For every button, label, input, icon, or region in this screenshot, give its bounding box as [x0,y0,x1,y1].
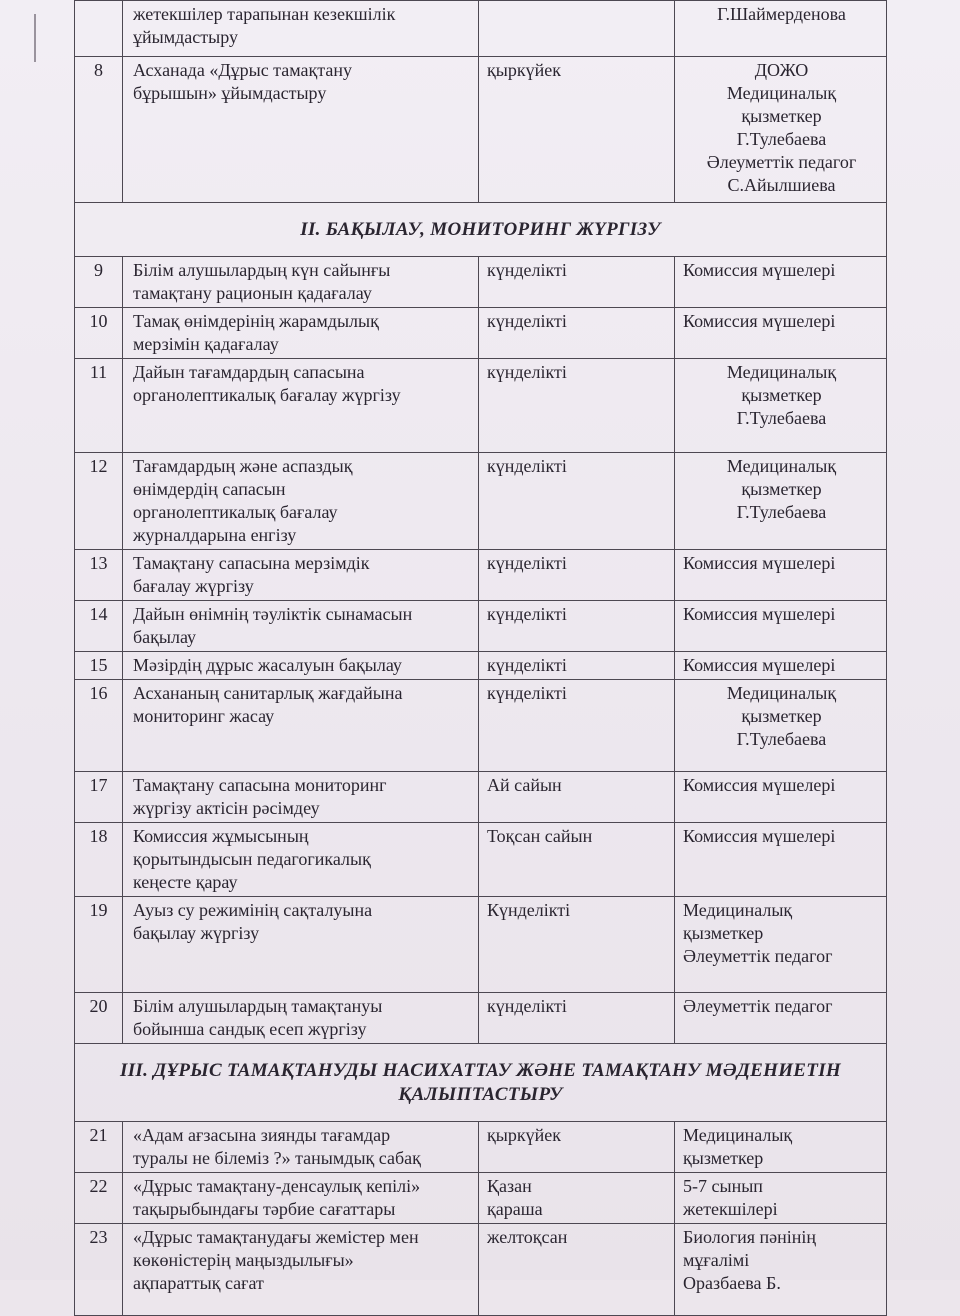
section-2-title: II. БАҚЫЛАУ, МОНИТОРИНГ ЖҮРГІЗУ [75,203,887,257]
row-responsible: Комиссия мүшелері [675,308,887,359]
row-number: 19 [75,897,123,993]
row-responsible: Комиссия мүшелері [675,550,887,601]
row-deadline: күнделікті [479,993,675,1044]
row-activity: Комиссия жұмысының қорытындысын педагогикалық кеңесте қарау [123,823,479,897]
section-3-title: III. ДҰРЫС ТАМАҚТАНУДЫ НАСИХАТТАУ ЖӘНЕ ТАМАҚТАНУ МӘДЕНИЕТІН ҚАЛЫПТАСТЫРУ [75,1044,887,1122]
row-responsible: Биология пәнінің мұғалімі Оразбаева Б. [675,1224,887,1316]
table-row [75,897,887,993]
row-responsible: Медициналық қызметкер Г.Тулебаева [675,359,887,453]
row-number: 16 [75,680,123,772]
row-deadline: күнделікті [479,257,675,308]
table-row [75,1224,887,1316]
row-number: 9 [75,257,123,308]
row-deadline: күнделікті [479,308,675,359]
row-number: 22 [75,1173,123,1224]
row-number: 10 [75,308,123,359]
row-activity: жетекшілер тарапынан кезекшілік ұйымдастыру [123,1,479,57]
row-number: 12 [75,453,123,550]
row-responsible: Комиссия мүшелері [675,601,887,652]
row-activity: Білім алушылардың тамақтануы бойынша сандық есеп жүргізу [123,993,479,1044]
rows-top-group [75,1,887,203]
table-row [75,772,887,823]
row-activity: «Адам ағзасына зиянды тағамдар туралы не білеміз ?» танымдық сабақ [123,1122,479,1173]
row-responsible: ДОЖО Медициналық қызметкер Г.Тулебаева Әлеуметтік педагог С.Айылшиева [675,57,887,203]
row-number: 21 [75,1122,123,1173]
row-number [75,1,123,57]
rows-section-3-group [75,1122,887,1316]
row-responsible: Комиссия мүшелері [675,652,887,680]
table-row [75,652,887,680]
section-3 [75,1044,887,1122]
row-number: 13 [75,550,123,601]
row-deadline: күнделікті [479,359,675,453]
table-row [75,1122,887,1173]
row-deadline: Қазан қараша [479,1173,675,1224]
row-number: 11 [75,359,123,453]
table-row [75,57,887,203]
row-responsible: Комиссия мүшелері [675,772,887,823]
row-activity: Дайын тағамдардың сапасына органолептикалық бағалау жүргізу [123,359,479,453]
rows-section-2-group [75,257,887,1044]
table-row [75,823,887,897]
row-deadline: Күнделікті [479,897,675,993]
page-edge-mark [34,14,36,62]
row-number: 18 [75,823,123,897]
row-responsible: Медициналық қызметкер Г.Тулебаева [675,680,887,772]
row-deadline: күнделікті [479,680,675,772]
row-deadline: күнделікті [479,652,675,680]
row-deadline: желтоқсан [479,1224,675,1316]
row-activity: Дайын өнімнің тәуліктік сынамасын бақылау [123,601,479,652]
row-deadline: Тоқсан сайын [479,823,675,897]
row-number: 17 [75,772,123,823]
table-row [75,308,887,359]
row-number: 14 [75,601,123,652]
table-row [75,993,887,1044]
row-activity: «Дұрыс тамақтану-денсаулық кепілі» тақырыбындағы тәрбие сағаттары [123,1173,479,1224]
row-responsible: Комиссия мүшелері [675,257,887,308]
row-responsible: Медициналық қызметкер Г.Тулебаева [675,453,887,550]
row-deadline: күнделікті [479,453,675,550]
section-2 [75,203,887,257]
table-row [75,680,887,772]
row-number: 15 [75,652,123,680]
row-activity: Мәзірдің дұрыс жасалуын бақылау [123,652,479,680]
table-row [75,1,887,57]
table-row [75,453,887,550]
row-responsible: Медициналық қызметкер Әлеуметтік педагог [675,897,887,993]
row-deadline: күнделікті [479,550,675,601]
row-responsible: Комиссия мүшелері [675,823,887,897]
row-deadline: қыркүйек [479,57,675,203]
table-row [75,359,887,453]
row-number: 23 [75,1224,123,1316]
row-deadline: күнделікті [479,601,675,652]
row-activity: Асханада «Дұрыс тамақтану бұрышын» ұйымдастыру [123,57,479,203]
row-activity: Асхананың санитарлық жағдайына мониторинг жасау [123,680,479,772]
plan-table [74,0,887,1316]
section-header-row [75,1044,887,1122]
row-activity: Тамақтану сапасына мониторинг жүргізу актісін рәсімдеу [123,772,479,823]
row-deadline: қыркүйек [479,1122,675,1173]
row-deadline: Ай сайын [479,772,675,823]
row-activity: Тағамдардың және аспаздық өнімдердің сапасын органолептикалық бағалау журналдарына енгізу [123,453,479,550]
row-activity: Ауыз су режимінің сақталуына бақылау жүргізу [123,897,479,993]
table-row [75,601,887,652]
table-row [75,550,887,601]
row-deadline [479,1,675,57]
row-activity: Тамақтану сапасына мерзімдік бағалау жүргізу [123,550,479,601]
section-header-row [75,203,887,257]
table-row [75,257,887,308]
row-activity: Тамақ өнімдерінің жарамдылық мерзімін қадағалау [123,308,479,359]
row-responsible: Әлеуметтік педагог [675,993,887,1044]
row-activity: «Дұрыс тамақтанудағы жемістер мен көкөністерің маңыздылығы» ақпараттық сағат [123,1224,479,1316]
row-responsible: 5-7 сынып жетекшілері [675,1173,887,1224]
row-number: 20 [75,993,123,1044]
row-responsible: Медициналық қызметкер [675,1122,887,1173]
table-row [75,1173,887,1224]
row-responsible: Г.Шаймерденова [675,1,887,57]
row-number: 8 [75,57,123,203]
row-activity: Білім алушылардың күн сайынғы тамақтану рационын қадағалау [123,257,479,308]
